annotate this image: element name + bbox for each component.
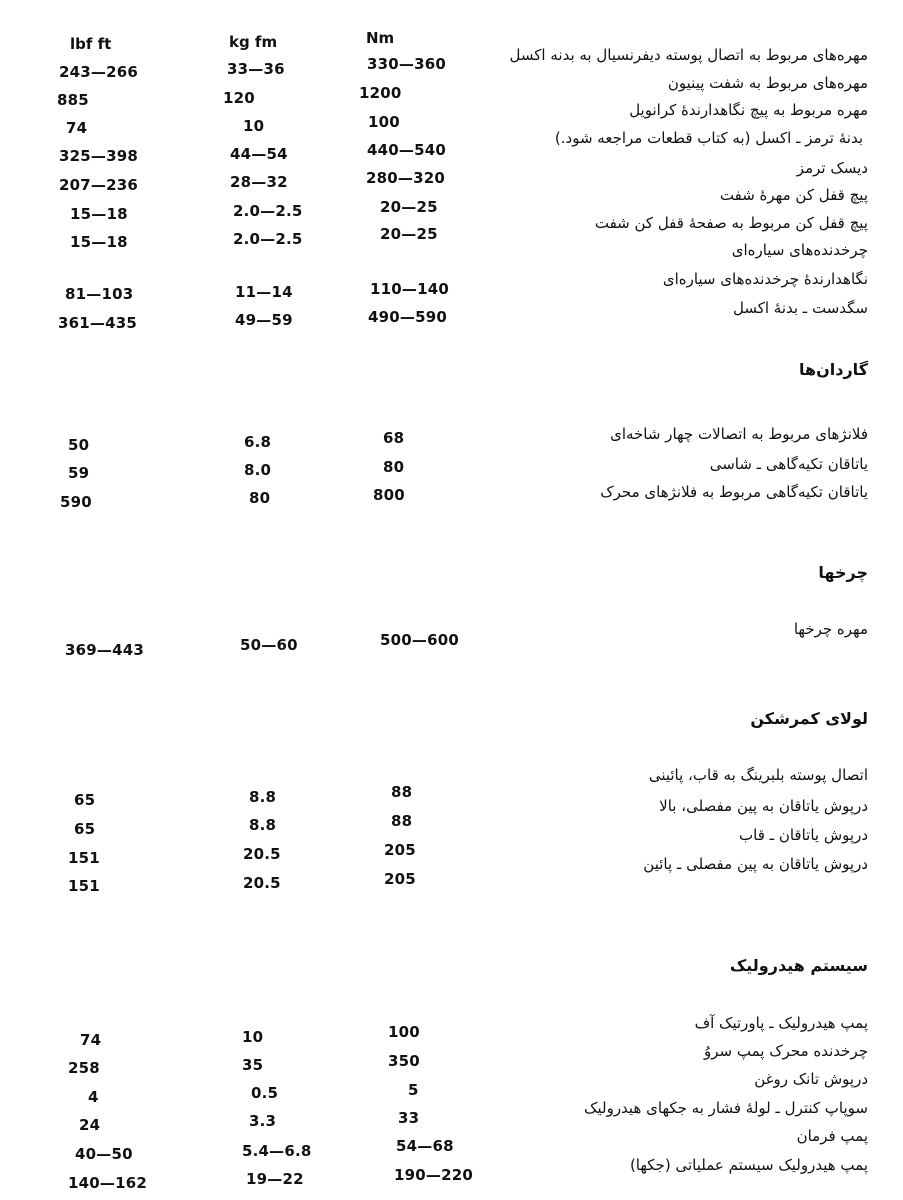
axle-row-2-nm: 1200 — [359, 84, 402, 102]
axle-row-9-kg: 49—59 — [235, 311, 293, 329]
hinge-label-2: درپوش یاتاقان به پین مفصلی، بالا — [659, 797, 868, 815]
hydraulic-row-1-kg: 10 — [242, 1028, 264, 1046]
shafts-label-2: یاتاقان تکیه‌گاهی ـ شاسی — [709, 455, 868, 473]
hinge-row-1-kg: 8.8 — [249, 788, 277, 806]
shafts-row-1-lbf: 50 — [68, 436, 90, 454]
axle-row-7-nm: 20—25 — [380, 225, 438, 243]
hinge-row-3-nm: 205 — [384, 841, 416, 859]
hydraulic-row-6-kg: 19—22 — [246, 1170, 304, 1188]
axle-row-4-kg: 44—54 — [230, 145, 288, 163]
hydraulic-row-5-lbf: 40—50 — [75, 1145, 133, 1163]
hydraulic-label-2: چرخدنده محرک پمپ سروُ — [704, 1042, 868, 1060]
hydraulic-row-1-lbf: 74 — [80, 1031, 102, 1049]
hydraulic-row-5-kg: 5.4—6.8 — [242, 1142, 312, 1160]
axle-row-5-nm: 280—320 — [366, 169, 446, 187]
axle-row-8-lbf: 81—103 — [65, 285, 134, 303]
column-header-nm: Nm — [366, 29, 395, 47]
hydraulic-row-4-nm: 33 — [398, 1109, 420, 1127]
shafts-row-2-kg: 8.0 — [244, 461, 272, 479]
axle-row-6-nm: 20—25 — [380, 198, 438, 216]
hydraulic-row-4-lbf: 24 — [79, 1116, 101, 1134]
hydraulic-row-1-nm: 100 — [388, 1023, 420, 1041]
hinge-label-3: درپوش یاتاقان ـ قاب — [739, 826, 868, 844]
hydraulic-label-5: پمپ فرمان — [796, 1127, 868, 1145]
hydraulic-row-3-kg: 0.5 — [251, 1084, 279, 1102]
axle-label-9: نگاهدارندهٔ چرخدنده‌های سیاره‌ای — [662, 270, 868, 288]
axle-row-5-lbf: 207—236 — [59, 176, 139, 194]
wheels-row-1-kg: 50—60 — [240, 636, 298, 654]
hydraulic-row-3-nm: 5 — [408, 1081, 419, 1099]
axle-row-9-lbf: 361—435 — [58, 314, 138, 332]
shafts-label-1: فلانژهای مربوط به اتصالات چهار شاخه‌ای — [610, 425, 868, 443]
shafts-row-3-kg: 80 — [249, 489, 271, 507]
axle-row-4-lbf: 325—398 — [59, 147, 139, 165]
hydraulic-label-4: سوپاپ کنترل ـ لولهٔ فشار به جکهای هیدرولیک — [584, 1099, 868, 1117]
hydraulic-label-1: پمپ هیدرولیک ـ پاورتیک آف — [694, 1014, 868, 1032]
shafts-row-2-lbf: 59 — [68, 464, 90, 482]
section-title-shafts: گاردان‌ها — [799, 360, 868, 379]
hinge-label-4: درپوش یاتاقان به پین مفصلی ـ پائین — [643, 855, 868, 873]
shafts-row-1-nm: 68 — [383, 429, 405, 447]
axle-label-2: مهره‌های مربوط به شفت پینیون — [667, 74, 868, 92]
hinge-row-2-lbf: 65 — [74, 820, 96, 838]
shafts-row-3-lbf: 590 — [60, 493, 92, 511]
hinge-row-3-lbf: 151 — [68, 849, 100, 867]
axle-label-6: پیچ قفل کن مهرهٔ شفت — [719, 186, 868, 204]
hydraulic-row-6-nm: 190—220 — [394, 1166, 474, 1184]
axle-row-1-nm: 330—360 — [367, 55, 447, 73]
axle-label-5: دیسک ترمز — [796, 159, 868, 177]
axle-row-3-lbf: 74 — [66, 119, 88, 137]
axle-label-3: مهره مربوط به پیچ نگاهدارندهٔ کرانویل — [629, 101, 868, 119]
axle-row-4-nm: 440—540 — [367, 141, 447, 159]
axle-row-7-lbf: 15—18 — [70, 233, 128, 251]
hydraulic-row-5-nm: 54—68 — [396, 1137, 454, 1155]
axle-row-8-kg: 11—14 — [235, 283, 293, 301]
section-title-hinge: لولای کمرشکن — [750, 709, 868, 728]
hydraulic-label-6: پمپ هیدرولیک سیستم عملیاتی (جکها) — [629, 1156, 868, 1174]
axle-label-4: بدنهٔ ترمز ـ اکسل (به کتاب قطعات مراجعه شود.) — [554, 129, 863, 147]
wheels-row-1-nm: 500—600 — [380, 631, 460, 649]
hinge-row-2-kg: 8.8 — [249, 816, 277, 834]
axle-row-1-lbf: 243—266 — [59, 63, 139, 81]
shafts-label-3: یاتاقان تکیه‌گاهی مربوط به فلانژهای محرک — [600, 483, 868, 501]
shafts-row-2-nm: 80 — [383, 458, 405, 476]
section-title-wheels: چرخها — [818, 563, 868, 582]
hydraulic-row-2-kg: 35 — [242, 1056, 264, 1074]
axle-row-6-kg: 2.0—2.5 — [233, 202, 303, 220]
axle-row-1-kg: 33—36 — [227, 60, 285, 78]
hinge-row-3-kg: 20.5 — [243, 845, 281, 863]
hydraulic-row-4-kg: 3.3 — [249, 1112, 277, 1130]
axle-label-1: مهره‌های مربوط به اتصال پوسته دیفرنسیال به بدنه اکسل — [509, 46, 868, 64]
axle-row-3-nm: 100 — [368, 113, 400, 131]
hydraulic-row-6-lbf: 140—162 — [68, 1174, 148, 1192]
axle-label-7: پیچ قفل کن مربوط به صفحهٔ قفل کن شفت — [594, 214, 868, 232]
column-header-lbf: lbf ft — [70, 35, 112, 53]
hinge-row-2-nm: 88 — [391, 812, 413, 830]
hinge-row-1-nm: 88 — [391, 783, 413, 801]
hinge-row-4-lbf: 151 — [68, 877, 100, 895]
axle-label-8: چرخدنده‌های سیاره‌ای — [731, 241, 868, 259]
hinge-row-1-lbf: 65 — [74, 791, 96, 809]
hinge-label-1: اتصال پوسته بلبرینگ به قاب، پائینی — [648, 766, 868, 784]
hydraulic-row-2-lbf: 258 — [68, 1059, 100, 1077]
axle-row-2-lbf: 885 — [57, 91, 89, 109]
axle-row-2-kg: 120 — [223, 89, 255, 107]
wheels-row-1-lbf: 369—443 — [65, 641, 145, 659]
section-title-hydraulic: سیستم هیدرولیک — [729, 956, 868, 975]
axle-row-8-nm: 110—140 — [370, 280, 450, 298]
axle-label-10: سگدست ـ بدنهٔ اکسل — [732, 299, 868, 317]
axle-row-5-kg: 28—32 — [230, 173, 288, 191]
column-header-kg: kg fm — [229, 33, 278, 51]
hydraulic-label-3: درپوش تانک روغن — [754, 1070, 868, 1088]
hinge-row-4-nm: 205 — [384, 870, 416, 888]
shafts-row-3-nm: 800 — [373, 486, 405, 504]
axle-row-7-kg: 2.0—2.5 — [233, 230, 303, 248]
axle-row-3-kg: 10 — [243, 117, 265, 135]
shafts-row-1-kg: 6.8 — [244, 433, 272, 451]
hinge-row-4-kg: 20.5 — [243, 874, 281, 892]
axle-row-9-nm: 490—590 — [368, 308, 448, 326]
hydraulic-row-2-nm: 350 — [388, 1052, 420, 1070]
hydraulic-row-3-lbf: 4 — [88, 1088, 99, 1106]
wheels-label-1: مهره چرخها — [793, 620, 868, 638]
axle-row-6-lbf: 15—18 — [70, 205, 128, 223]
